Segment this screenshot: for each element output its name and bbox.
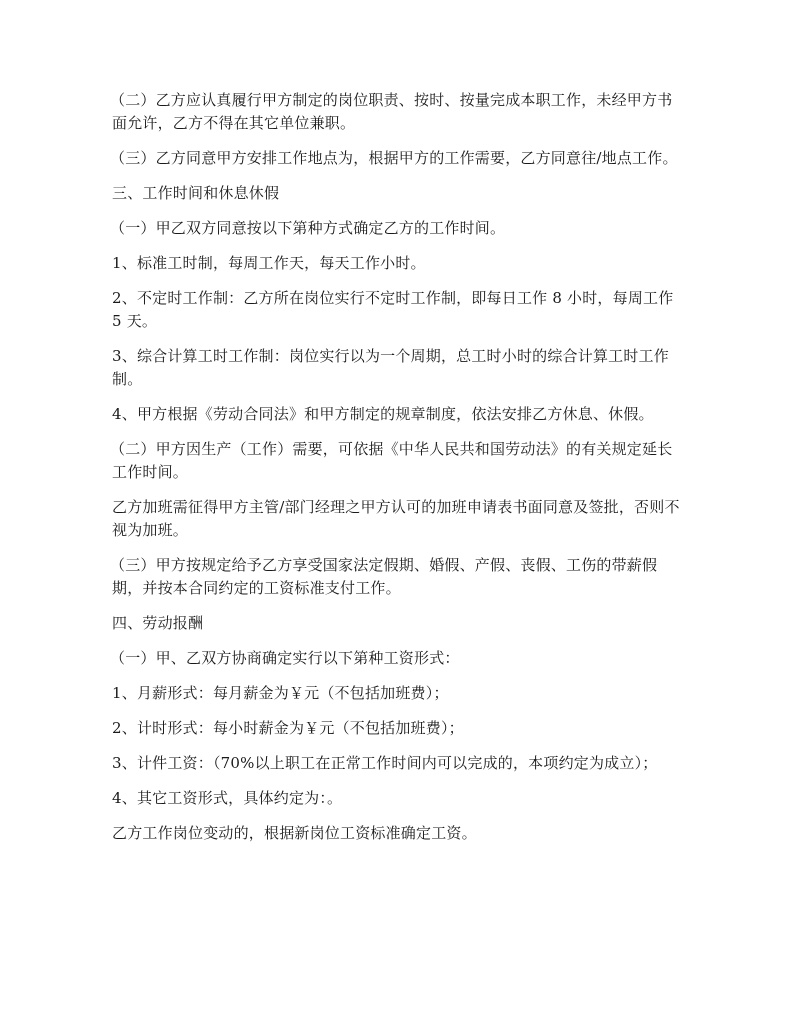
paragraph-paid-leave: （三）甲方按规定给予乙方享受国家法定假期、婚假、产假、丧假、工伤的带薪假期，并按本合同约定的工资标准支付工作。: [110, 556, 658, 597]
paragraph-wage-form: （一）甲、乙双方协商确定实行以下第种工资形式：: [110, 649, 460, 667]
list-item-standard-hours: 1、标准工时制，每周工作天，每天工作小时。: [112, 254, 426, 272]
paragraph-working-time-method: （一）甲乙双方同意按以下第种方式确定乙方的工作时间。: [110, 219, 506, 237]
paragraph-position-change-wage: 乙方工作岗位变动的，根据新岗位工资标准确定工资。: [112, 824, 477, 842]
section-heading-remuneration: 四、劳动报酬: [112, 614, 204, 632]
section-heading-working-hours: 三、工作时间和休息休假: [112, 184, 280, 202]
list-item-comprehensive-hours: 3、综合计算工时工作制：岗位实行以为一个周期，总工时小时的综合计算工时工作制。: [112, 347, 669, 388]
list-item-piece-rate: 3、计件工资：（70%以上职工在正常工作时间内可以完成的，本项约定为成立）；: [112, 754, 658, 772]
list-item-rest-leave: 4、甲方根据《劳动合同法》和甲方制定的规章制度，依法安排乙方休息、休假。: [112, 405, 654, 423]
list-item-flexible-hours: 2、不定时工作制：乙方所在岗位实行不定时工作制，即每日工作 8 小时，每周工作 5 天。: [112, 289, 674, 330]
paragraph-duties: （二）乙方应认真履行甲方制定的岗位职责、按时、按量完成本职工作，未经甲方书面允许，乙方不得在其它单位兼职。: [110, 91, 673, 132]
paragraph-work-location: （三）乙方同意甲方安排工作地点为，根据甲方的工作需要，乙方同意往/地点工作。: [110, 149, 678, 167]
list-item-other-wage: 4、其它工资形式，具体约定为：。: [112, 789, 343, 807]
paragraph-overtime-approval: 乙方加班需征得甲方主管/部门经理之甲方认可的加班申请表书面同意及签批，否则不视为加班。: [112, 498, 680, 539]
list-item-hourly-wage: 2、计时形式：每小时薪金为￥元（不包括加班费）；: [112, 719, 464, 737]
paragraph-overtime-extension: （二）甲方因生产（工作）需要，可依据《中华人民共和国劳动法》的有关规定延长工作时间。: [110, 440, 673, 481]
list-item-monthly-salary: 1、月薪形式：每月薪金为￥元（不包括加班费）；: [112, 684, 449, 702]
